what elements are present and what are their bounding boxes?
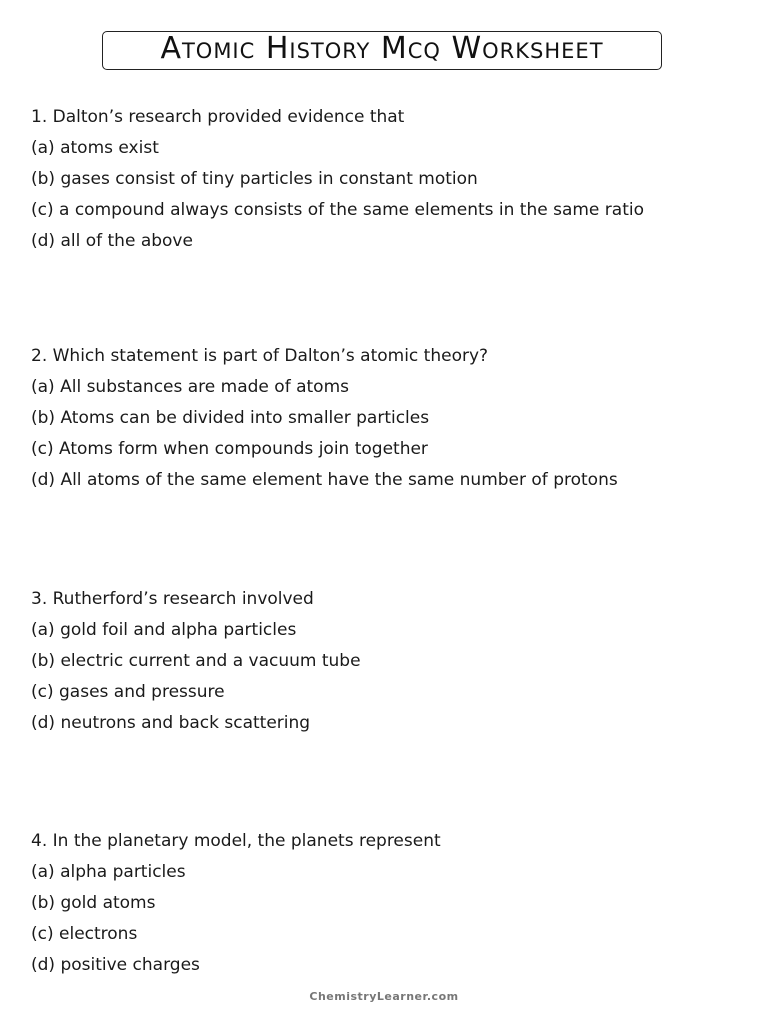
option-d: (d) All atoms of the same element have the same number of protons bbox=[31, 470, 618, 490]
option-c: (c) gases and pressure bbox=[31, 682, 225, 702]
option-a: (a) alpha particles bbox=[31, 862, 186, 882]
worksheet-title-box bbox=[102, 31, 662, 70]
option-a: (a) gold foil and alpha particles bbox=[31, 620, 297, 640]
option-b: (b) electric current and a vacuum tube bbox=[31, 651, 361, 671]
option-b: (b) gold atoms bbox=[31, 893, 156, 913]
question-2 bbox=[31, 341, 751, 496]
question-4 bbox=[31, 826, 751, 981]
footer-credit: ChemistryLearner.com bbox=[309, 990, 459, 1003]
option-b: (b) Atoms can be divided into smaller particles bbox=[31, 408, 430, 428]
option-d: (d) all of the above bbox=[31, 231, 193, 251]
option-b: (b) gases consist of tiny particles in constant motion bbox=[31, 169, 478, 189]
option-c: (c) a compound always consists of the same elements in the same ratio bbox=[31, 200, 644, 220]
question-prompt: 1. Dalton’s research provided evidence that bbox=[31, 107, 405, 127]
question-prompt: 2. Which statement is part of Dalton’s atomic theory? bbox=[31, 346, 489, 366]
option-c: (c) electrons bbox=[31, 924, 138, 944]
question-prompt: 4. In the planetary model, the planets represent bbox=[31, 831, 441, 851]
question-3 bbox=[31, 584, 751, 739]
option-d: (d) neutrons and back scattering bbox=[31, 713, 311, 733]
question-1 bbox=[31, 102, 751, 257]
option-a: (a) atoms exist bbox=[31, 138, 159, 158]
worksheet-title: Atomic History Mcq Worksheet bbox=[160, 31, 604, 66]
question-prompt: 3. Rutherford’s research involved bbox=[31, 589, 314, 609]
option-c: (c) Atoms form when compounds join together bbox=[31, 439, 428, 459]
option-a: (a) All substances are made of atoms bbox=[31, 377, 349, 397]
option-d: (d) positive charges bbox=[31, 955, 200, 975]
